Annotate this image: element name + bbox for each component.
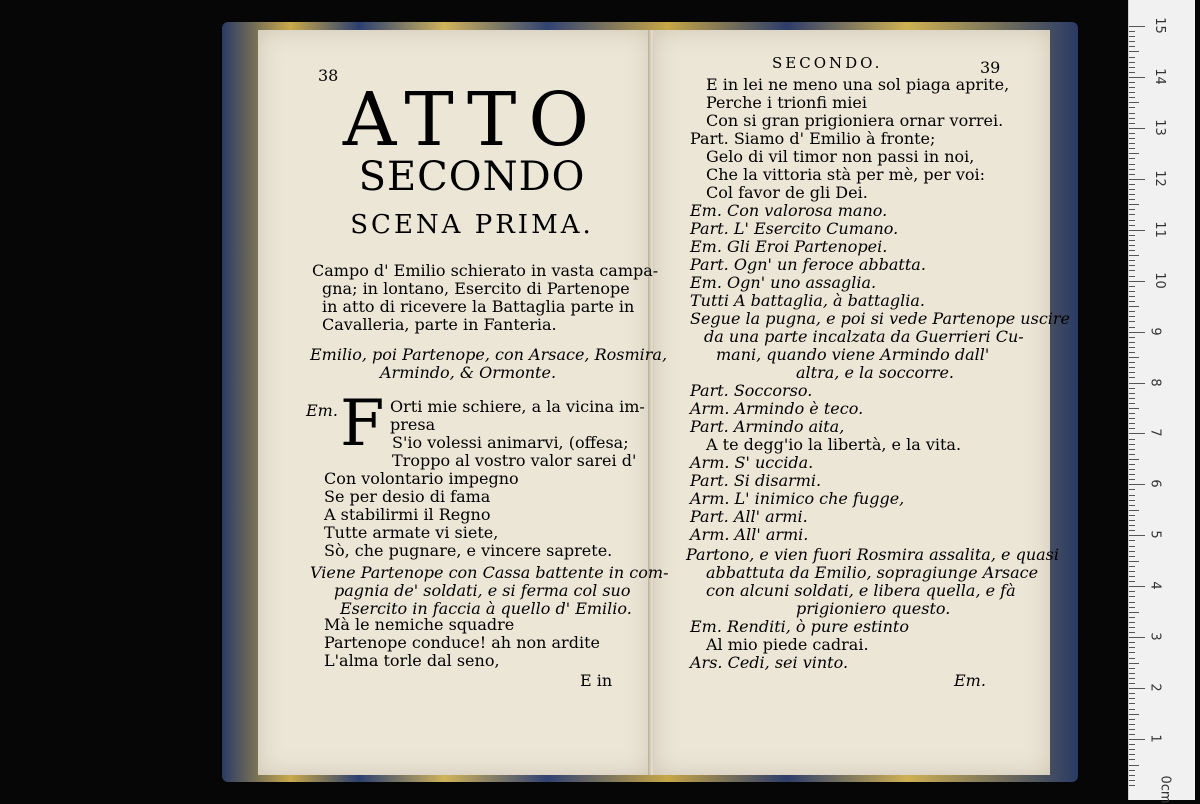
ruler-tick <box>1129 46 1135 47</box>
ruler-tick <box>1129 632 1135 633</box>
ruler-tick <box>1129 683 1135 684</box>
ruler-tick <box>1129 698 1135 699</box>
ruler-tick <box>1129 260 1135 261</box>
ruler-tick <box>1129 668 1135 669</box>
ruler-tick <box>1129 57 1135 58</box>
ruler-tick <box>1129 607 1135 608</box>
ruler-tick <box>1129 724 1135 725</box>
ruler-tick <box>1129 153 1139 154</box>
ruler-tick <box>1129 123 1135 124</box>
ruler-tick <box>1129 372 1135 373</box>
text-line: abbattuta da Emilio, sopragiunge Arsace <box>706 563 1039 582</box>
text-line: Con si gran prigioniera ornar vorrei. <box>706 111 1004 130</box>
text-line: Em. Renditi, ò pure estinto <box>690 617 909 636</box>
ruler-tick <box>1129 479 1135 480</box>
ruler-tick <box>1129 281 1145 282</box>
ruler-tick <box>1129 240 1135 241</box>
text-line: Perche i trionfi miei <box>706 93 867 112</box>
ruler-tick <box>1129 194 1135 195</box>
ruler-tick <box>1129 714 1139 715</box>
text-line: Em. Con valorosa mano. <box>690 201 888 220</box>
ruler-tick <box>1129 652 1135 653</box>
ruler-tick <box>1129 719 1135 720</box>
ruler-tick <box>1129 749 1135 750</box>
ruler-tick <box>1129 270 1135 271</box>
ruler-tick <box>1129 225 1135 226</box>
ruler-number: 7 <box>1147 428 1163 438</box>
text-line: Arm. All' armi. <box>690 525 809 544</box>
text-line: Arm. Armindo è teco. <box>690 399 864 418</box>
ruler-tick <box>1129 235 1135 236</box>
verse-line: Con volontario impegno <box>324 469 519 488</box>
text-line: Segue la pugna, e poi si vede Partenope uscire <box>690 309 1071 328</box>
ruler-tick <box>1129 586 1145 587</box>
ruler-tick <box>1129 357 1139 358</box>
ruler-tick <box>1129 306 1139 307</box>
text-line: Part. Si disarmi. <box>690 471 822 490</box>
text-line: Em. Ogn' uno assaglia. <box>690 273 877 292</box>
drop-cap: F <box>340 387 385 461</box>
ruler-tick <box>1129 780 1135 781</box>
act-subtitle: SECONDO <box>358 154 586 200</box>
ruler-tick <box>1129 138 1135 139</box>
ruler-tick <box>1129 703 1135 704</box>
ruler-tick <box>1129 505 1135 506</box>
ruler-tick <box>1129 439 1135 440</box>
ruler-tick <box>1129 148 1135 149</box>
ruler-tick <box>1129 540 1135 541</box>
ruler-tick <box>1129 459 1139 460</box>
text-line: Arm. S' uccida. <box>690 453 814 472</box>
ruler-number: 14 <box>1151 68 1167 85</box>
ruler-tick <box>1129 617 1135 618</box>
ruler-tick <box>1129 744 1135 745</box>
ruler-tick <box>1129 449 1135 450</box>
ruler-tick <box>1129 602 1135 603</box>
ruler-number: 4 <box>1147 581 1163 590</box>
ruler-tick <box>1129 332 1145 333</box>
ruler-tick <box>1129 72 1135 73</box>
ruler-tick <box>1129 388 1135 389</box>
text-line: Col favor de gli Dei. <box>706 183 868 202</box>
ruler-tick <box>1129 408 1139 409</box>
measurement-ruler <box>1128 0 1195 804</box>
ruler-tick <box>1129 622 1135 623</box>
ruler-tick <box>1129 530 1135 531</box>
ruler-tick <box>1129 510 1139 511</box>
text-line: Part. Ogn' un feroce abbatta. <box>690 255 926 274</box>
ruler-tick <box>1129 627 1135 628</box>
ruler-tick <box>1129 214 1135 215</box>
ruler-tick <box>1129 51 1139 52</box>
ruler-tick <box>1129 709 1135 710</box>
text-line: Gelo di vil timor non passi in noi, <box>706 147 975 166</box>
ruler-tick <box>1129 128 1145 129</box>
stage-direction-line: pagnia de' soldati, e si ferma col suo <box>334 581 631 600</box>
text-line: Ars. Cedi, sei vinto. <box>690 653 849 672</box>
ruler-tick <box>1129 250 1135 251</box>
ruler-tick <box>1129 775 1135 776</box>
ruler-tick <box>1129 164 1135 165</box>
speaker-label: Em. <box>306 401 338 420</box>
ruler-tick <box>1129 673 1135 674</box>
ruler-tick <box>1129 337 1135 338</box>
ruler-number: 15 <box>1151 17 1167 34</box>
text-line: Che la vittoria stà per mè, per voi: <box>706 165 986 184</box>
stage-line: Cavalleria, parte in Fanteria. <box>322 315 557 334</box>
ruler-tick <box>1129 734 1135 735</box>
ruler-tick <box>1129 276 1135 277</box>
ruler-tick <box>1129 184 1135 185</box>
ruler-tick <box>1129 67 1135 68</box>
ruler-tick <box>1129 133 1135 134</box>
scene-title: SCENA PRIMA. <box>350 210 594 240</box>
text-line: Al mio piede cadrai. <box>706 635 869 654</box>
ruler-tick <box>1129 495 1135 496</box>
ruler-tick <box>1129 428 1135 429</box>
ruler-tick <box>1129 311 1135 312</box>
ruler-tick <box>1129 204 1139 205</box>
ruler-tick <box>1129 113 1135 114</box>
ruler-tick <box>1129 484 1145 485</box>
text-line: Arm. L' inimico che fugge, <box>690 489 905 508</box>
catchword: Em. <box>954 671 986 690</box>
ruler-tick <box>1129 454 1135 455</box>
ruler-tick <box>1129 642 1135 643</box>
ruler-tick <box>1129 423 1135 424</box>
ruler-number: 1 <box>1147 734 1163 743</box>
cast-line: Emilio, poi Partenope, con Arsace, Rosmira, <box>310 345 668 364</box>
ruler-tick <box>1129 515 1135 516</box>
ruler-tick <box>1129 26 1145 27</box>
text-line: E in lei ne meno una sol piaga aprite, <box>706 75 1010 94</box>
text-line: A te degg'io la libertà, e la vita. <box>706 435 962 454</box>
left-page-number: 38 <box>318 66 339 85</box>
ruler-tick <box>1129 383 1145 384</box>
ruler-tick <box>1129 525 1135 526</box>
ruler-tick <box>1129 296 1135 297</box>
ruler-number: 10 <box>1151 271 1167 289</box>
ruler-tick <box>1129 678 1135 679</box>
ruler-tick <box>1129 693 1135 694</box>
ruler-tick <box>1129 474 1135 475</box>
ruler-tick <box>1129 92 1135 93</box>
ruler-tick <box>1129 581 1135 582</box>
act-title: ATTO <box>342 77 602 163</box>
ruler-tick <box>1129 464 1135 465</box>
text-line: mani, quando viene Armindo dall' <box>716 345 990 364</box>
text-line: Part. Armindo aita, <box>690 417 845 436</box>
ruler-tick <box>1129 785 1135 786</box>
verse-line: Partenope conduce! ah non ardite <box>324 633 600 652</box>
ruler-number: 13 <box>1151 119 1167 136</box>
verse-line: S'io volessi animarvi, (offesa; <box>392 433 629 452</box>
ruler-tick <box>1129 403 1135 404</box>
ruler-tick <box>1129 347 1135 348</box>
text-line: Partono, e vien fuori Rosmira assalita, e quasi <box>686 545 1059 564</box>
ruler-tick <box>1129 571 1135 572</box>
ruler-number: 11 <box>1151 220 1167 238</box>
stage-line: in atto di ricevere la Battaglia parte in <box>322 297 635 316</box>
ruler-tick <box>1129 658 1135 659</box>
ruler-tick <box>1129 535 1145 536</box>
ruler-number: 8 <box>1147 377 1163 387</box>
ruler-tick <box>1129 637 1145 638</box>
ruler-tick <box>1129 169 1135 170</box>
ruler-tick <box>1129 362 1135 363</box>
ruler-number: 6 <box>1147 479 1163 489</box>
ruler-tick <box>1129 591 1135 592</box>
ruler-tick <box>1129 469 1135 470</box>
ruler-tick <box>1129 433 1145 434</box>
ruler-tick <box>1129 31 1135 32</box>
text-line: Part. L' Esercito Cumano. <box>690 219 899 238</box>
verse-line: A stabilirmi il Regno <box>324 505 491 524</box>
ruler-number: 3 <box>1147 632 1163 641</box>
verse-line: Se per desio di fama <box>324 487 491 506</box>
ruler-tick <box>1129 118 1135 119</box>
ruler-tick <box>1129 647 1135 648</box>
ruler-tick <box>1129 77 1145 78</box>
verse-line: Tutte armate vi siete, <box>324 523 499 542</box>
ruler-tick <box>1129 596 1135 597</box>
ruler-tick <box>1129 489 1135 490</box>
ruler-tick <box>1129 352 1135 353</box>
verse-line: Sò, che pugnare, e vincere saprete. <box>324 541 613 560</box>
ruler-tick <box>1129 321 1135 322</box>
text-line: da una parte incalzata da Guerrieri Cu- <box>704 327 1024 346</box>
text-line: Part. All' armi. <box>690 507 808 526</box>
verse-line: presa <box>390 415 436 434</box>
catchword: E in <box>580 671 613 690</box>
ruler-number: 5 <box>1147 530 1163 539</box>
verse-line: Orti mie schiere, a la vicina im- <box>390 397 645 416</box>
ruler-tick <box>1129 566 1135 567</box>
cast-line: Armindo, & Ormonte. <box>380 363 557 382</box>
ruler-tick <box>1129 255 1139 256</box>
ruler-tick <box>1129 158 1135 159</box>
stage-direction-line: Viene Partenope con Cassa battente in com- <box>310 563 669 582</box>
ruler-tick <box>1129 546 1135 547</box>
ruler-tick <box>1129 367 1135 368</box>
ruler-tick <box>1129 770 1135 771</box>
ruler-tick <box>1129 754 1135 755</box>
ruler-tick <box>1129 209 1135 210</box>
ruler-tick <box>1129 143 1135 144</box>
ruler-tick <box>1129 174 1135 175</box>
ruler-tick <box>1129 41 1135 42</box>
ruler-tick <box>1129 220 1135 221</box>
text-line: con alcuni soldati, e libera quella, e fà <box>706 581 1016 600</box>
ruler-tick <box>1129 398 1135 399</box>
ruler-tick <box>1129 688 1145 689</box>
text-line: Part. Siamo d' Emilio à fronte; <box>690 129 936 148</box>
ruler-tick <box>1129 102 1139 103</box>
verse-line: Mà le nemiche squadre <box>324 615 515 634</box>
ruler-tick <box>1129 87 1135 88</box>
verse-line: Troppo al vostro valor sarei d' <box>392 451 637 470</box>
ruler-tick <box>1129 551 1135 552</box>
ruler-tick <box>1129 765 1139 766</box>
ruler-tick <box>1129 265 1135 266</box>
ruler-tick <box>1129 377 1135 378</box>
ruler-tick <box>1129 62 1135 63</box>
stage-line: Campo d' Emilio schierato in vasta campa- <box>312 261 659 280</box>
ruler-tick <box>1129 561 1139 562</box>
ruler-tick <box>1129 82 1135 83</box>
ruler-tick <box>1129 663 1139 664</box>
ruler-tick <box>1129 301 1135 302</box>
ruler-tick <box>1129 576 1135 577</box>
right-page-number: 39 <box>980 58 1001 77</box>
ruler-tick <box>1129 342 1135 343</box>
ruler-number: 2 <box>1147 683 1163 692</box>
text-line: altra, e la soccorre. <box>796 363 954 382</box>
text-line: prigioniero questo. <box>796 599 951 618</box>
ruler-tick <box>1129 199 1135 200</box>
ruler-tick <box>1129 179 1145 180</box>
ruler-tick <box>1129 500 1135 501</box>
stage-direction-line: Esercito in faccia à quello d' Emilio. <box>340 599 632 618</box>
ruler-number: 9 <box>1147 326 1163 336</box>
ruler-tick <box>1129 413 1135 414</box>
running-head: SECONDO. <box>772 54 883 72</box>
ruler-tick <box>1129 230 1145 231</box>
ruler-tick <box>1129 393 1135 394</box>
text-line: Part. Soccorso. <box>690 381 813 400</box>
ruler-tick <box>1129 729 1135 730</box>
ruler-tick <box>1129 520 1135 521</box>
ruler-tick <box>1129 612 1139 613</box>
ruler-tick <box>1129 444 1135 445</box>
stage-line: gna; in lontano, Esercito di Partenope <box>322 279 630 298</box>
text-line: Tutti A battaglia, à battaglia. <box>690 291 925 310</box>
ruler-tick <box>1129 107 1135 108</box>
ruler-tick <box>1129 245 1135 246</box>
ruler-tick <box>1129 36 1135 37</box>
verse-line: L'alma torle dal seno, <box>324 651 500 670</box>
text-line: Em. Gli Eroi Partenopei. <box>690 237 888 256</box>
ruler-tick <box>1129 97 1135 98</box>
ruler-number: 12 <box>1151 170 1167 187</box>
ruler-tick <box>1129 556 1135 557</box>
ruler-tick <box>1129 189 1135 190</box>
ruler-tick <box>1129 286 1135 287</box>
ruler-tick <box>1129 739 1145 740</box>
ruler-number: 0cm <box>1157 775 1173 804</box>
ruler-tick <box>1129 327 1135 328</box>
ruler-tick <box>1129 316 1135 317</box>
ruler-tick <box>1129 418 1135 419</box>
ruler-tick <box>1129 291 1135 292</box>
ruler-tick <box>1129 759 1135 760</box>
